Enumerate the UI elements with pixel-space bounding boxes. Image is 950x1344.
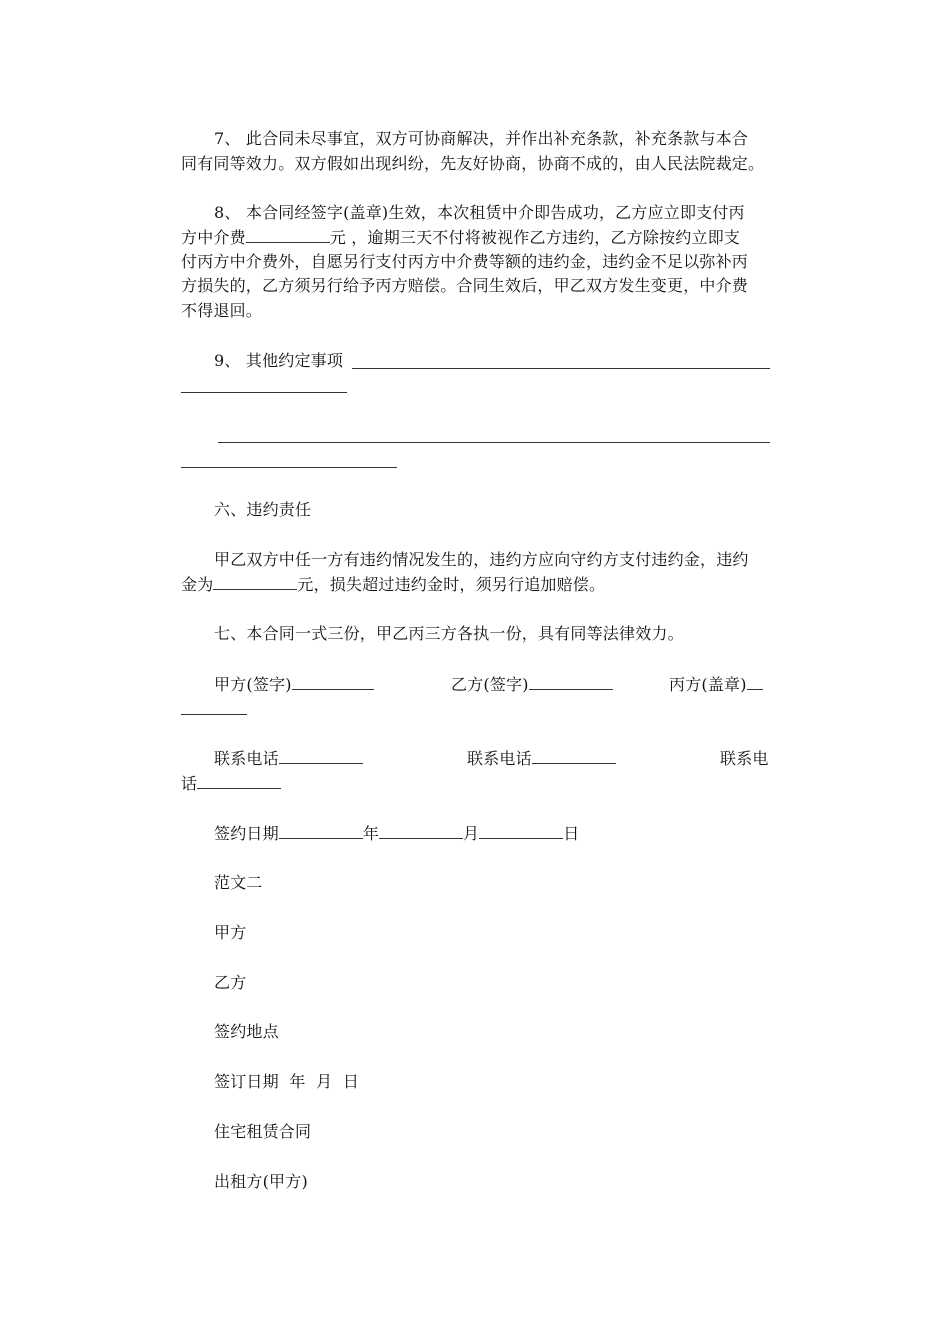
party-b-phone-blank[interactable] <box>532 748 616 764</box>
sample-2-signing-place: 签约地点 <box>214 1022 279 1041</box>
clause-8-text-b: 元 ，逾期三天不付将被视作乙方违约，乙方除按约立即支 <box>329 228 741 247</box>
section-6-line-2 <box>181 573 605 597</box>
other-terms-blank-1[interactable] <box>352 368 770 369</box>
other-terms-blank-2[interactable] <box>181 392 347 393</box>
other-terms-blank-4[interactable] <box>181 467 397 468</box>
party-a-phone-label: 联系电话 <box>214 749 279 768</box>
party-c-seal <box>669 673 763 697</box>
residential-lease-title: 住宅租赁合同 <box>214 1122 312 1141</box>
signing-year-blank[interactable] <box>279 823 363 839</box>
section-6-text-b: 元，损失超过违约金时，须另行追加赔偿。 <box>297 575 606 594</box>
day-label: 日 <box>563 824 580 843</box>
clause-9-label: 9、 其他约定事项 <box>214 351 344 370</box>
agency-fee-blank[interactable] <box>246 227 330 243</box>
party-b-phone <box>467 747 616 771</box>
party-c-phone-label-1: 联系电 <box>720 749 769 768</box>
party-a-phone <box>214 747 363 771</box>
sample-2-party-b: 乙方 <box>214 973 247 992</box>
party-a-label: 甲方(签字) <box>214 675 292 694</box>
year-label: 年 <box>362 824 380 843</box>
signing-date-label: 签约日期 <box>214 824 279 843</box>
sample-2-title: 范文二 <box>214 873 263 892</box>
clause-8-line-1: 8、 本合同经签字(盖章)生效，本次租赁中介即告成功，乙方应立即支付丙 <box>214 203 745 222</box>
party-c-phone <box>181 772 281 796</box>
party-a-signature <box>214 673 374 697</box>
party-a-signature-blank[interactable] <box>292 674 374 690</box>
clause-7-line-2: 同有同等效力。双方假如出现纠纷，先友好协商，协商不成的，由人民法院裁定。 <box>181 154 765 173</box>
party-c-phone-blank[interactable] <box>197 773 281 789</box>
clause-8-line-5: 不得退回。 <box>181 301 263 320</box>
section-6-line-1: 甲乙双方中任一方有违约情况发生的，违约方应向守约方支付违约金，违约 <box>214 550 749 569</box>
sample-2-party-a: 甲方 <box>214 923 247 942</box>
party-b-phone-label: 联系电话 <box>467 749 532 768</box>
party-c-seal-blank-a[interactable] <box>747 674 763 690</box>
clause-8-line-4: 方损失的，乙方须另行给予丙方赔偿。合同生效后，甲乙双方发生变更，中介费 <box>181 276 749 295</box>
party-b-label: 乙方(签字) <box>451 675 529 694</box>
clause-7-line-1: 7、 此合同未尽事宜，双方可协商解决，并作出补充条款，补充条款与本合 <box>214 129 749 148</box>
party-a-phone-blank[interactable] <box>279 748 363 764</box>
signing-day-blank[interactable] <box>479 823 563 839</box>
other-terms-blank-3[interactable] <box>218 442 770 443</box>
month-label: 月 <box>463 824 480 843</box>
penalty-amount-blank[interactable] <box>213 574 297 590</box>
party-c-label: 丙方(盖章) <box>669 675 747 694</box>
party-c-phone-label-2: 话 <box>181 774 198 793</box>
sample-2-signing-date: 签订日期 年 月 日 <box>214 1072 360 1091</box>
signing-month-blank[interactable] <box>379 823 463 839</box>
clause-8-text-a: 方中介费 <box>181 228 246 247</box>
section-7-text: 七、本合同一式三份，甲乙丙三方各执一份，具有同等法律效力。 <box>214 624 684 643</box>
clause-8-line-3: 付丙方中介费外，自愿另行支付丙方中介费等额的违约金，违约金不足以弥补丙 <box>181 252 749 271</box>
clause-8-line-2 <box>181 226 740 250</box>
section-6-text-a: 金为 <box>181 575 214 594</box>
lessor-label: 出租方(甲方) <box>214 1172 308 1191</box>
party-b-signature-blank[interactable] <box>529 674 613 690</box>
section-6-heading: 六、违约责任 <box>214 500 312 519</box>
party-b-signature <box>451 673 613 697</box>
signing-date <box>214 822 579 846</box>
party-c-seal-blank-b[interactable] <box>181 714 247 715</box>
